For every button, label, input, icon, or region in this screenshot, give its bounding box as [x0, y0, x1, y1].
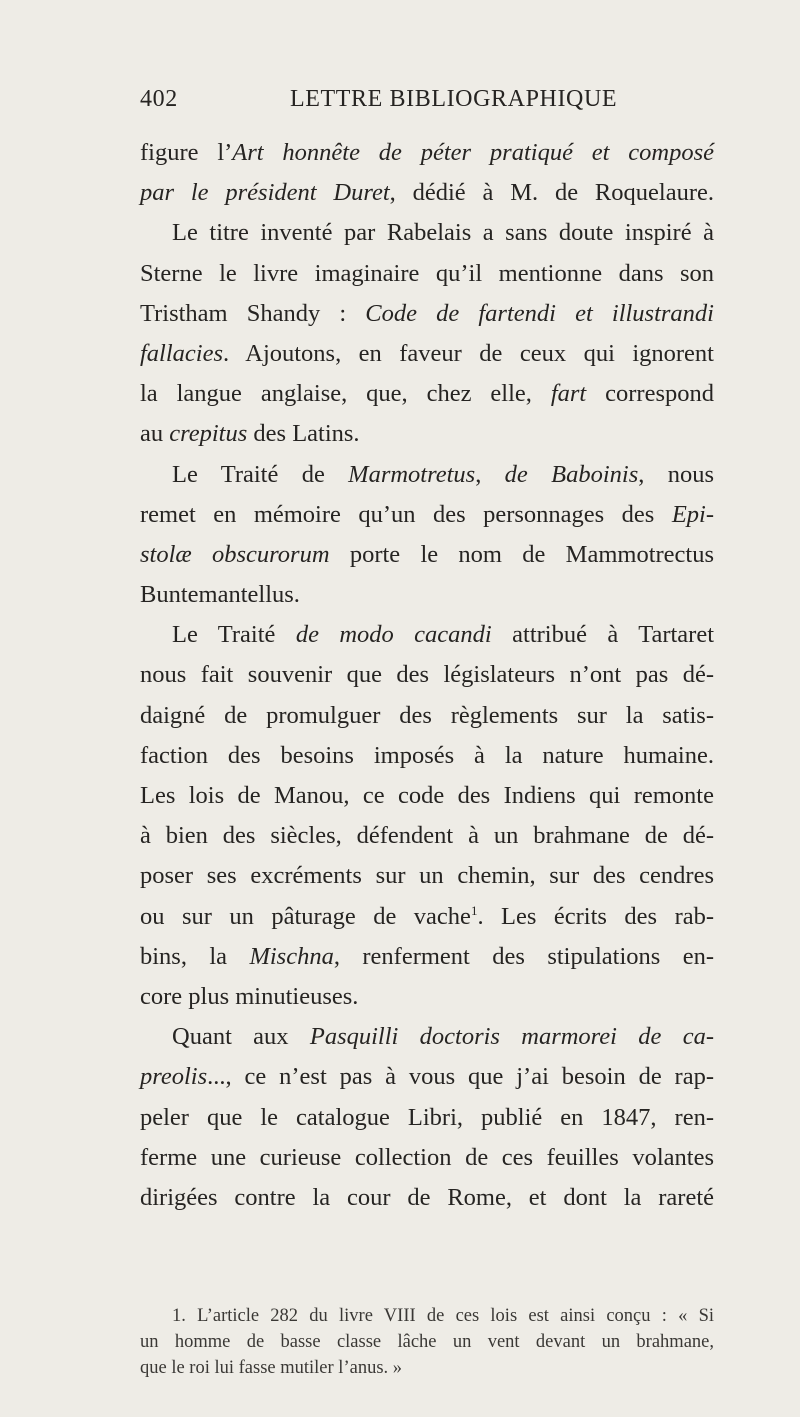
body-line	[140, 414, 714, 454]
body-line	[140, 535, 714, 575]
footnote-ref: 1	[470, 902, 478, 918]
body-line	[140, 615, 714, 655]
text-run: bins, la	[140, 942, 250, 970]
text-run: poser ses excréments sur un chemin, sur des cendres	[140, 862, 714, 890]
text-run: , nous	[638, 460, 714, 488]
body-line	[140, 977, 714, 1017]
italic-text: Mischna	[249, 942, 334, 970]
italic-text: stolæ obscurorum	[140, 540, 330, 568]
text-run: Tristham Shandy :	[140, 299, 366, 327]
body-line	[140, 1057, 714, 1097]
body-line	[140, 575, 714, 615]
text-run: des Latins.	[247, 420, 360, 448]
text-run: attribué à Tartaret	[491, 621, 715, 649]
text-run: core plus minutieuses.	[140, 982, 359, 1010]
body-text	[140, 133, 714, 1218]
body-line	[140, 1178, 714, 1218]
italic-text: Pasquilli doctoris marmorei de ca-	[309, 1023, 714, 1051]
body-line	[140, 655, 714, 695]
running-title: LETTRE BIBLIOGRAPHIQUE	[290, 86, 618, 112]
text-run: Le Traité de	[172, 460, 349, 488]
body-line	[140, 1017, 714, 1057]
italic-text: par le président Duret	[140, 179, 390, 207]
body-line	[140, 294, 714, 334]
text-run: que le roi lui fasse mutiler l’anus. »	[140, 1358, 403, 1378]
footnote	[140, 1303, 714, 1381]
italic-text: Epi-	[671, 500, 714, 528]
page-number: 402	[140, 86, 178, 112]
text-run: faction des besoins imposés à la nature humaine.	[140, 741, 714, 769]
text-run: daigné de promulguer des règlements sur la satis-	[140, 701, 714, 729]
text-run: Le titre inventé par Rabelais a sans doute inspiré à	[172, 219, 714, 247]
italic-text: fallacies	[140, 339, 224, 367]
text-run: Le Traité	[172, 621, 296, 649]
body-line	[140, 173, 714, 213]
text-run: , renferment des stipulations en-	[333, 942, 714, 970]
text-run: dirigées contre la cour de Rome, et dont la rareté	[140, 1183, 714, 1211]
text-run: ,	[475, 460, 505, 488]
italic-text: Art honnête de péter pratiqué et composé	[232, 139, 714, 166]
body-line	[140, 1098, 714, 1138]
text-run: . Ajoutons, en faveur de ceux qui ignorent	[223, 339, 714, 367]
body-line	[140, 213, 714, 253]
body-line	[140, 455, 714, 495]
text-run: . Les écrits des rab-	[477, 902, 715, 930]
text-run: ..., ce n’est pas à vous que j’ai besoin de rap-	[207, 1063, 714, 1091]
text-run: la langue anglaise, que, chez elle,	[140, 380, 551, 408]
text-run: Les lois de Manou, ce code des Indiens qui remonte	[140, 782, 714, 809]
text-run: un homme de basse classe lâche un vent devant un brahmane,	[140, 1332, 714, 1352]
text-run: , dédié à M. de Roquelaure.	[389, 179, 714, 207]
text-run: Buntemantellus.	[140, 581, 300, 609]
body-line	[140, 776, 714, 816]
body-line	[140, 856, 714, 896]
text-run: ou sur un pâturage de vache	[140, 902, 471, 930]
body-line	[140, 696, 714, 736]
italic-text: Marmotretus	[348, 460, 476, 488]
body-line	[140, 816, 714, 856]
text-run: Sterne le livre imaginaire qu’il mentionne dans son	[140, 259, 714, 287]
body-line	[140, 1138, 714, 1178]
body-line	[140, 897, 714, 937]
text-run: Quant aux	[172, 1023, 310, 1051]
text-run: au	[140, 420, 170, 448]
footnote-line	[140, 1303, 714, 1329]
text-run: 1. L’article 282 du livre VIII de ces lois est ainsi conçu : « Si	[172, 1306, 714, 1326]
body-line	[140, 334, 714, 374]
body-line	[140, 736, 714, 776]
text-run: ferme une curieuse collection de ces feuilles volantes	[140, 1143, 714, 1171]
running-header	[140, 86, 700, 120]
body-line	[140, 495, 714, 535]
text-run: figure l’	[140, 139, 233, 166]
text-run: porte le nom de Mammotrectus	[329, 540, 714, 568]
italic-text: de Baboinis	[504, 460, 639, 488]
body-line	[140, 254, 714, 294]
body-line	[140, 374, 714, 414]
footnote-line	[140, 1329, 714, 1355]
text-run: correspond	[586, 380, 714, 408]
italic-text: crepitus	[169, 420, 248, 448]
body-line	[140, 937, 714, 977]
text-run: peler que le catalogue Libri, publié en 1847, ren-	[140, 1103, 714, 1131]
text-run: nous fait souvenir que des législateurs n’ont pas dé-	[140, 661, 714, 689]
body-line	[140, 133, 714, 173]
italic-text: preolis	[140, 1063, 208, 1091]
italic-text: de modo cacandi	[295, 621, 492, 649]
italic-text: fart	[550, 380, 587, 408]
text-run: à bien des siècles, défendent à un brahmane de dé-	[140, 822, 714, 850]
text-run: remet en mémoire qu’un des personnages des	[140, 500, 672, 528]
italic-text: Code de fartendi et illustrandi	[365, 299, 714, 327]
footnote-line	[140, 1355, 714, 1381]
